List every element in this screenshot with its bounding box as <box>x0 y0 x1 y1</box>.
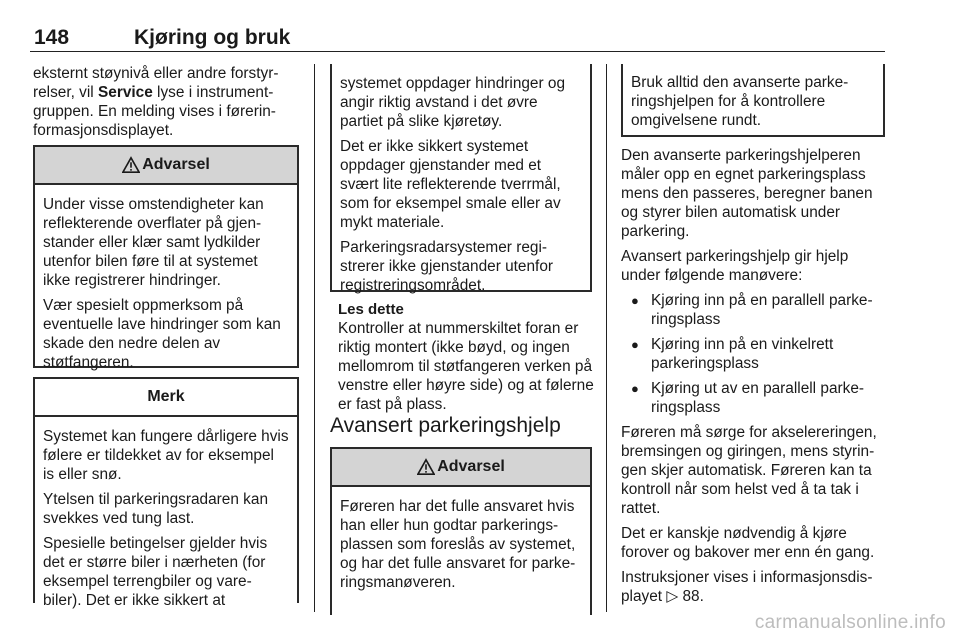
warning-2-paragraph-1: Føreren har det fulle ansvaret hvis han eller hun godtar parkerings-plassen som foreslås av systemet, og har det fulle ansvaret for parke-ringsmanøveren. <box>340 498 576 591</box>
column-divider-1 <box>314 64 315 612</box>
warning-box-1-title: Advarsel <box>142 156 210 173</box>
description-paragraph-4: Det er kanskje nødvendig å kjøre forover og bakover mer enn én gang. <box>621 525 875 561</box>
note-1-paragraph-3: Spesielle betingelser gjelder hvis det er større biler i nærheten (for eksempel terrengbiler og vare-biler). Det er ikke sikkert at <box>43 535 268 609</box>
service-indicator-label: Service <box>98 84 153 101</box>
section-title: Avansert parkeringshjelp <box>330 414 561 437</box>
warning-box-1-body <box>35 185 297 386</box>
column-3-body <box>621 146 886 612</box>
description-paragraph-2: Avansert parkeringshjelp gir hjelp under følgende manøvere: <box>621 248 849 284</box>
read-this-label: Les dette <box>338 301 404 318</box>
note-box-1-title: Merk <box>147 388 185 405</box>
page-reference-link[interactable]: 88. <box>682 588 704 605</box>
note-box-1-header <box>35 379 297 417</box>
note-box-1-continued-body <box>332 64 590 309</box>
warning-box-2-header <box>332 449 590 487</box>
description-paragraph-1: Den avanserte parkeringshjelperen måler opp en egnet parkeringsplass mens den passeres, beregner banen og styrer bilen automatisk under parkering. <box>621 147 873 240</box>
page-number: 148 <box>34 26 70 49</box>
note-1-paragraph-6: Parkeringsradarsystemer regi-strerer ikke gjenstander utenfor registreringsområdet. <box>340 239 554 294</box>
list-item: ● Kjøring inn på en vinkelrett parkeringsplass <box>621 335 886 373</box>
warning-triangle-icon <box>122 156 140 174</box>
warning-box-2 <box>330 447 592 615</box>
note-1-paragraph-1: Systemet kan fungere dårligere hvis følere er tildekket av for eksempel is eller snø. <box>43 428 289 483</box>
intro-paragraph: eksternt støynivå eller andre forstyr-relser, vil Service lyse i instrument-gruppen. En melding vises i førerin-formasjonsdisplayet. <box>33 65 279 139</box>
warning-2-paragraph-2: Bruk alltid den avanserte parke-ringshjelpen for å kontrollere omgivelsene rundt. <box>631 74 849 129</box>
warning-1-paragraph-1: Under visse omstendigheter kan reflekterende overflater på gjen-stander eller klær samt lydkilder utenfor bilen føre til at systemet ikke registrerer hindringer. <box>43 196 264 289</box>
warning-box-1 <box>33 145 299 371</box>
column-divider-2 <box>606 64 607 612</box>
manoeuvre-list <box>621 291 886 417</box>
warning-box-2-title: Advarsel <box>437 458 505 475</box>
note-box-1-body <box>35 417 297 624</box>
watermark: carmanualsonline.info <box>754 612 946 633</box>
list-item: ● Kjøring ut av en parallell parke-ringsplass <box>621 379 886 417</box>
read-this-text: Kontroller at nummerskiltet foran er riktig montert (ikke bøyd, og ingen mellomrom til støtfangeren verken på venstre eller høyre side) og at følerne er fast på plass. <box>338 320 594 413</box>
description-paragraph-5: Instruksjoner vises i informasjonsdis-playet ▷ 88. <box>621 569 873 605</box>
read-this-note <box>338 300 594 420</box>
description-paragraph-3: Føreren må sørge for akselereringen, bremsingen og giringen, mens styrin-gen skjer automatisk. Føreren kan ta kontroll når som helst ved å ta tak i rattet. <box>621 424 877 517</box>
note-1-paragraph-2: Ytelsen til parkeringsradaren kan svekkes ved tung last. <box>43 491 268 527</box>
note-1-paragraph-5: Det er ikke sikkert systemet oppdager gjenstander med et svært lite reflekterende tverrmål, som for eksempel smale eller av mykt materiale. <box>340 138 561 231</box>
page-header <box>30 22 885 52</box>
warning-box-2-continued <box>621 64 885 137</box>
note-1-paragraph-4: systemet oppdager hindringer og angir riktig avstand i det øvre partiet på slike kjøretøy. <box>340 75 566 130</box>
chapter-title: Kjøring og bruk <box>134 26 291 49</box>
note-box-1-continued <box>330 64 592 292</box>
warning-box-2-body <box>332 487 590 606</box>
column-1 <box>33 64 301 140</box>
list-item: ● Kjøring inn på en parallell parke-ringsplass <box>621 291 886 329</box>
warning-box-1-header <box>35 147 297 185</box>
warning-box-2-continued-body <box>623 64 883 144</box>
warning-1-paragraph-2: Vær spesielt oppmerksom på eventuelle lave hindringer som kan skade den nedre delen av støtfangeren. <box>43 297 281 371</box>
note-box-1 <box>33 377 299 609</box>
warning-triangle-icon <box>417 458 435 476</box>
page-reference-arrow-icon: ▷ <box>666 588 679 605</box>
